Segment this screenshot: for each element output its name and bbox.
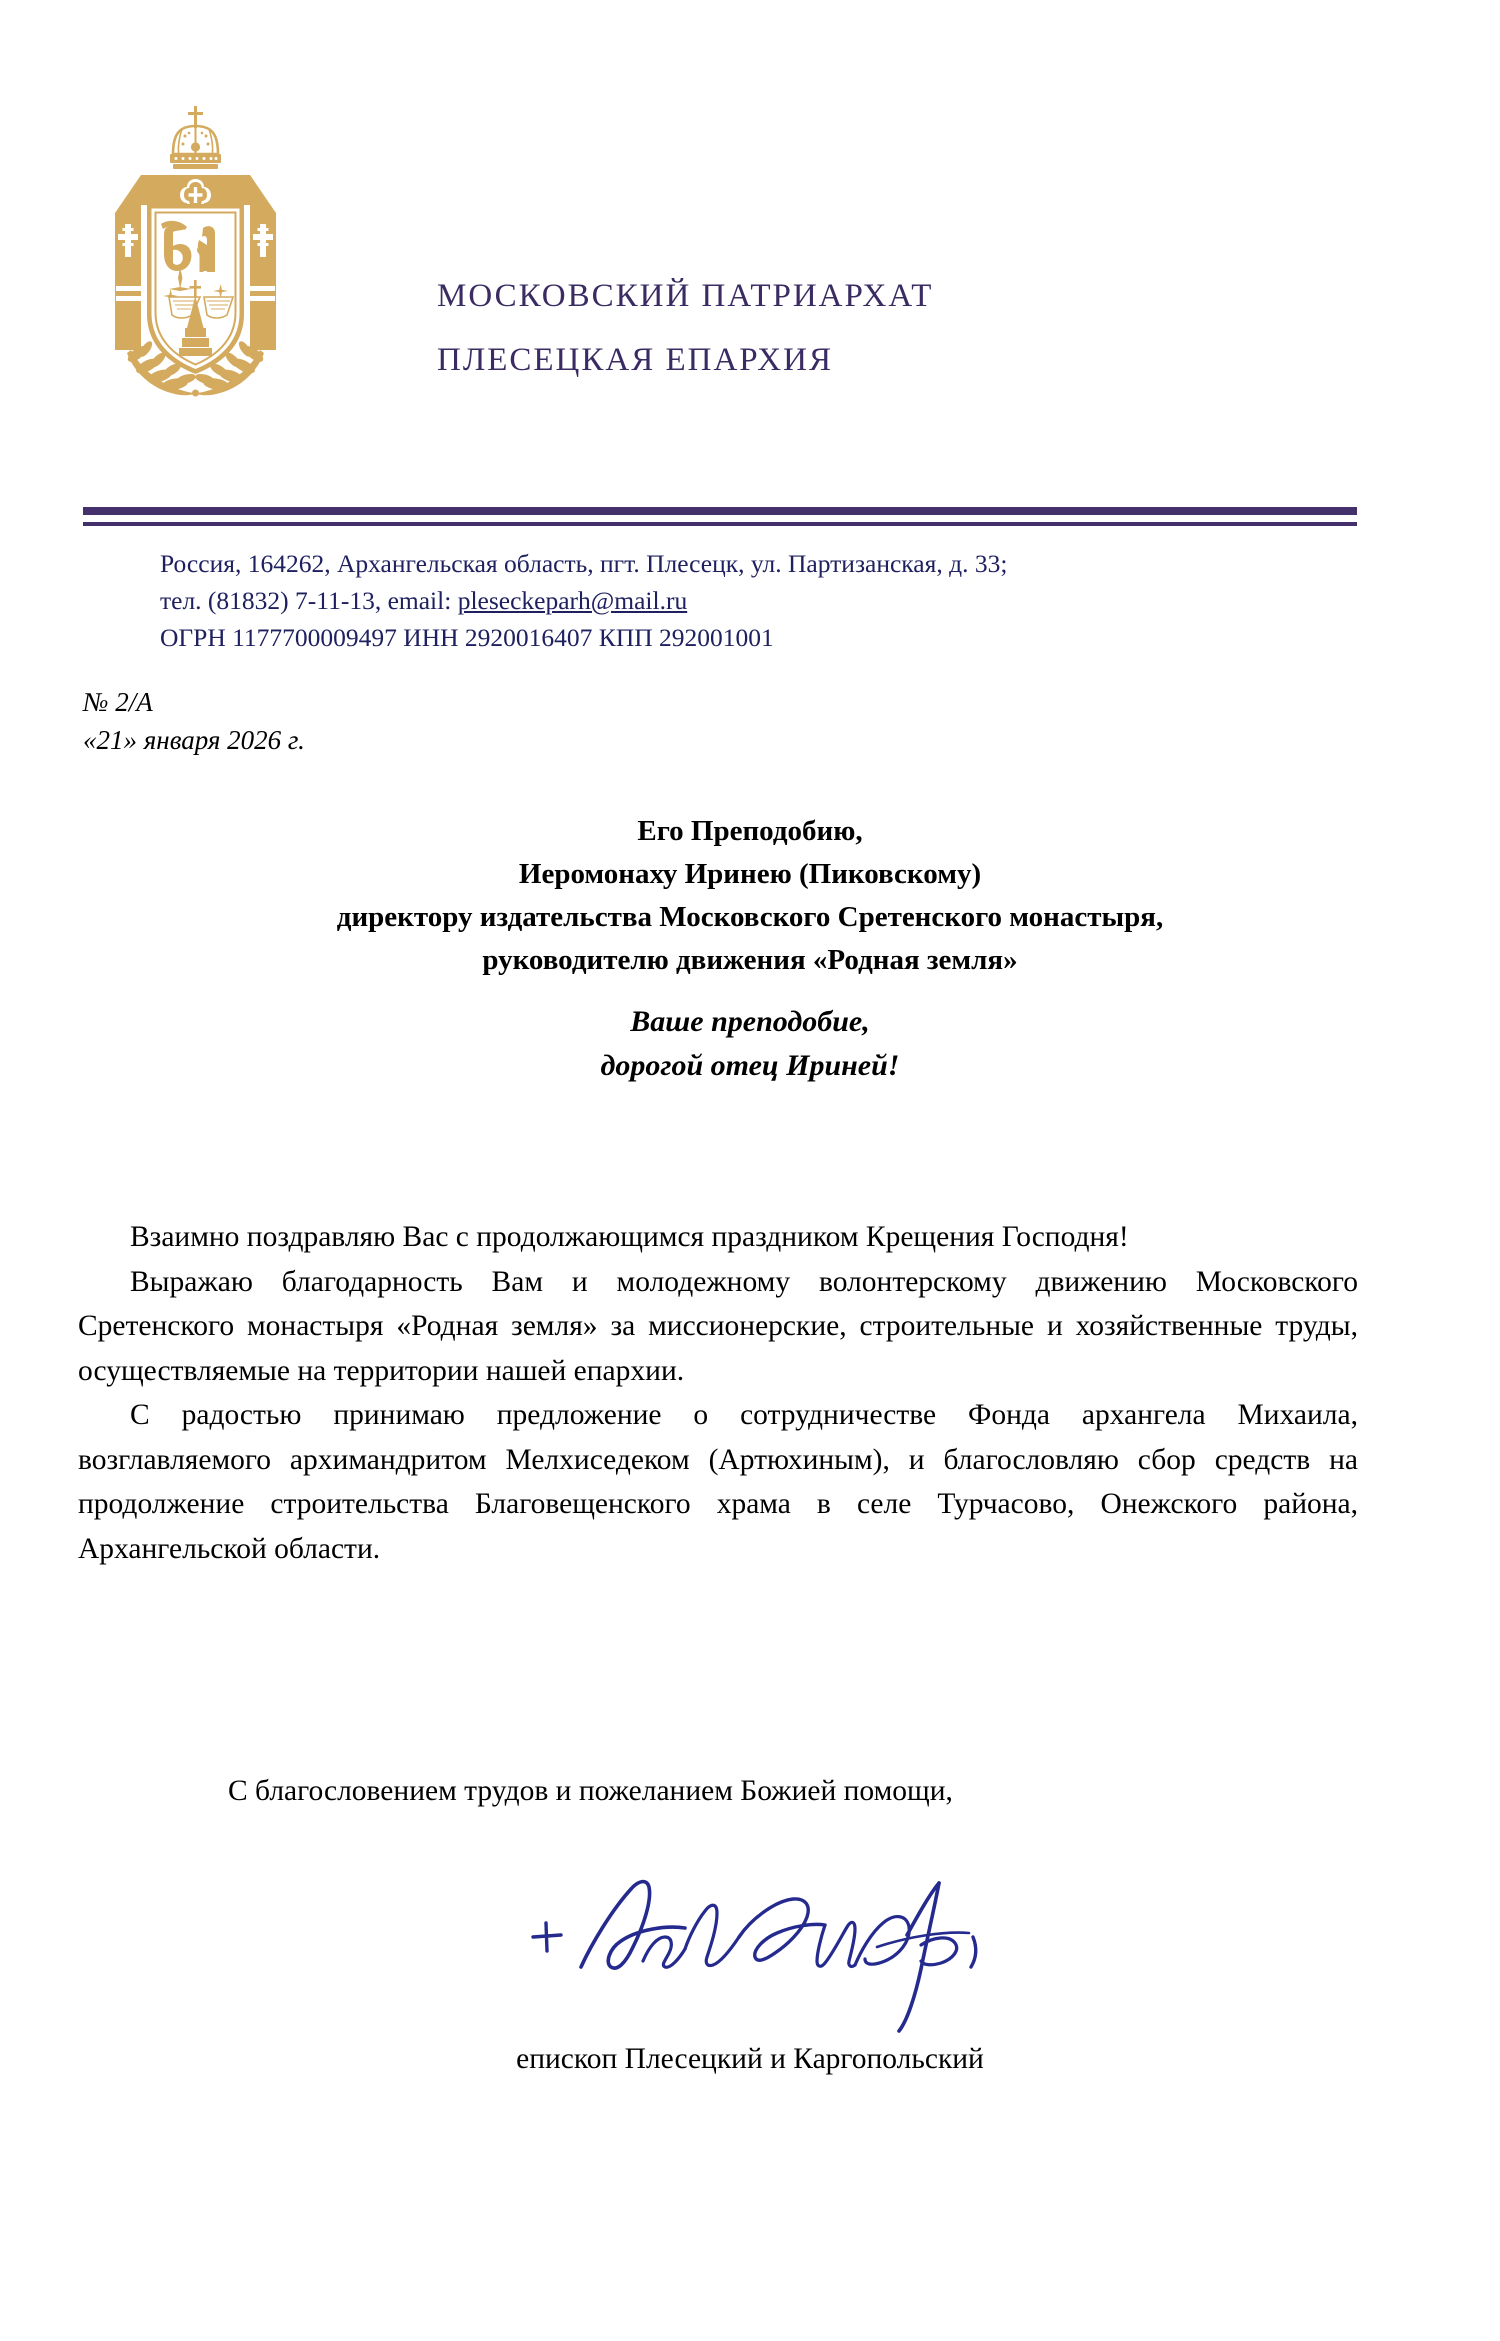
closing-line: С благословением трудов и пожеланием Божией помощи, (228, 1775, 953, 1807)
salutation-block (100, 1000, 1400, 1089)
addressee-line-3: директору издательства Московского Сретенского монастыря, (336, 900, 1164, 933)
contact-email-link[interactable]: pleseckeparh@mail.ru (457, 585, 688, 615)
letter-body (78, 1215, 1358, 1571)
organization-titles (437, 280, 1237, 377)
addressee-block (100, 810, 1400, 982)
letterhead-divider (83, 507, 1357, 526)
body-paragraph-2: Выражаю благодарность Вам и молодежному волонтерскому движению Московского Сретенского монастыря «Родная земля» за миссионерские, строительные и хозяйственные труды, осуществляемые на территории нашей епархии. (78, 1265, 1358, 1387)
divider-rule-thin (83, 522, 1357, 526)
divider-rule-thick (83, 507, 1357, 515)
salutation-line-2: дорогой отец Ириней! (600, 1049, 900, 1083)
salutation-line-1: Ваше преподобие, (630, 1005, 870, 1038)
signatory-title: епископ Плесецкий и Каргопольский (516, 2043, 984, 2075)
addressee-line-1: Его Преподобию, (637, 815, 863, 847)
body-paragraph-1: Взаимно поздравляю Вас с продолжающимся праздником Крещения Господня! (130, 1221, 1129, 1253)
reference-block (83, 683, 305, 760)
contact-address: Россия, 164262, Архангельская область, пгт. Плесецк, ул. Партизанская, д. 33; (160, 549, 1008, 578)
addressee-line-2: Иеромонаху Иринею (Пиковскому) (518, 857, 982, 890)
reference-number: № 2/А (83, 687, 153, 717)
letterhead (0, 0, 1500, 470)
plesetsk-eparchy-coat-of-arms-icon (103, 100, 288, 405)
organization-title-eparchy: ПЛЕСЕЦКАЯ ЕПАРХИЯ (437, 342, 833, 378)
organization-title-patriarchate: МОСКОВСКИЙ ПАТРИАРХАТ (437, 278, 934, 314)
contact-phone-label: тел. (81832) 7-11-13, email: (160, 585, 458, 615)
contact-block (160, 546, 1410, 657)
contact-phone-email (160, 583, 1410, 620)
addressee-line-4: руководителю движения «Родная земля» (482, 943, 1018, 976)
reference-date: «21» января 2026 г. (83, 725, 305, 756)
body-paragraph-3: С радостью принимаю предложение о сотрудничестве Фонда архангела Михаила, возглавляемого архимандритом Мелхиседеком (Артюхиным), и благословляю сбор средств на продолжение строительства Благовещенского храма в селе Турчасово, Онежского района, Архангельской области. (78, 1399, 1358, 1565)
contact-registration-numbers: ОГРН 1177700009497 ИНН 2920016407 КПП 292001001 (160, 622, 774, 652)
handwritten-signature-icon (525, 1875, 1005, 2060)
